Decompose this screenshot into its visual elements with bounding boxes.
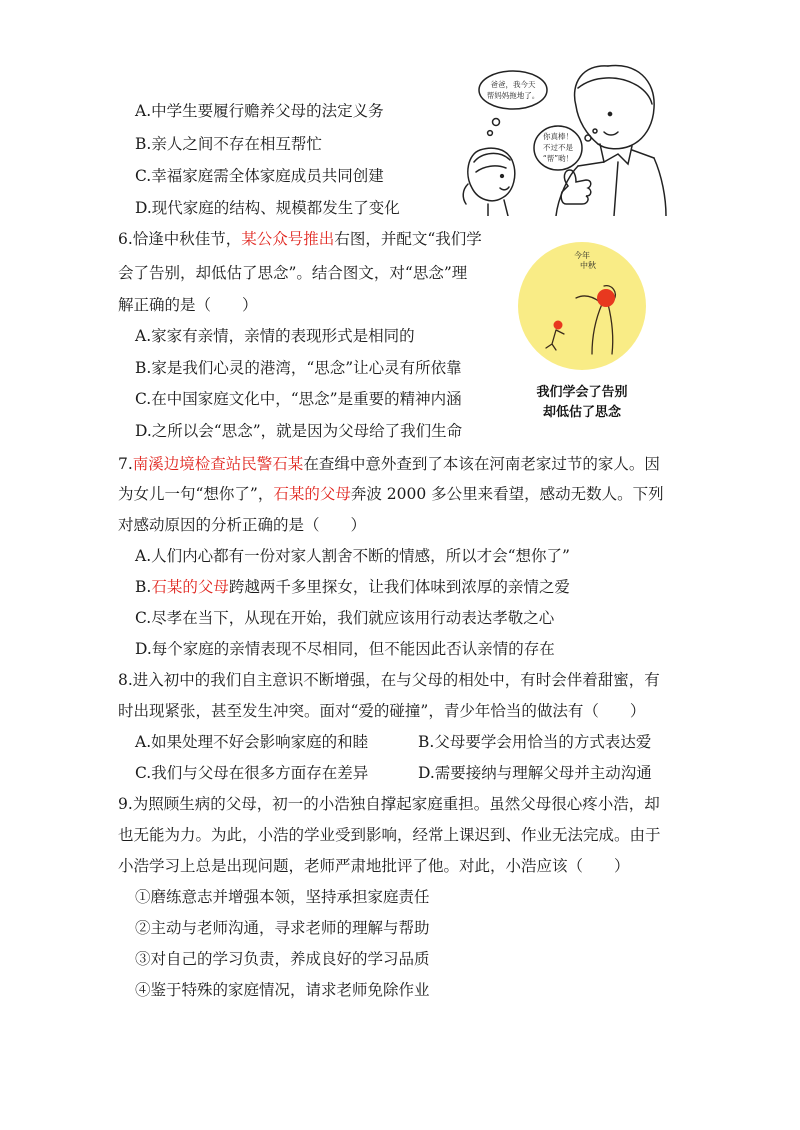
q6-option-a: A.家家有亲情，亲情的表现形式是相同的 <box>135 327 415 345</box>
q6-option-d: D.之所以会“思念”，就是因为父母给了我们生命 <box>135 422 463 440</box>
father-bubble-line-1: 你真棒！ <box>543 132 573 141</box>
q6-stem-line-2: 会了告别，却低估了思念”。结合图文，对“思念”理 <box>118 264 468 282</box>
corner-text-1: 今年 <box>574 251 590 260</box>
q7-stem-line-2: 为女儿一句“想你了”，石某的父母奔波 2000 多公里来看望，感动无数人。下列 <box>118 485 664 503</box>
q9-item-3: ③对自己的学习负责，养成良好的学习品质 <box>135 950 430 968</box>
q7-option-a: A.人们内心都有一份对家人割舍不断的情感，所以才会“想你了” <box>135 547 570 565</box>
child-bubble-line-1: 爸爸，我今天 <box>490 80 536 89</box>
corner-text-2: 中秋 <box>580 261 596 270</box>
q9-stem-line-3: 小浩学习上总是出现问题，老师严肃地批评了他。对此，小浩应该（ ） <box>118 857 630 875</box>
q5-option-c: C.幸福家庭需全体家庭成员共同创建 <box>135 167 384 185</box>
q5-option-b: B.亲人之间不存在相互帮忙 <box>135 135 322 153</box>
q8-option-d: D.需要接纳与理解父母并主动沟通 <box>418 764 652 782</box>
q6-stem-line-1: 6.恰逢中秋佳节，某公众号推出右图，并配文“我们学 <box>118 230 482 248</box>
q9-stem-line-2: 也无能为力。为此，小浩的学业受到影响，经常上课迟到、作业无法完成。由于 <box>118 826 661 844</box>
q5-option-d: D.现代家庭的结构、规模都发生了变化 <box>135 199 400 217</box>
q8-option-b: B.父母要学会用恰当的方式表达爱 <box>418 733 652 751</box>
q8-option-a: A.如果处理不好会影响家庭的和睦 <box>135 733 369 751</box>
caption-line-2: 却低估了思念 <box>542 405 622 420</box>
q8-option-c: C.我们与父母在很多方面存在差异 <box>135 764 369 782</box>
father-bubble-line-3: “帮”哟！ <box>542 154 574 163</box>
q5-option-a: A.中学生要履行赡养父母的法定义务 <box>135 102 384 120</box>
q7-option-d: D.每个家庭的亲情表现不尽相同，但不能因此否认亲情的存在 <box>135 640 555 658</box>
q9-item-1: ①磨练意志并增强本领，坚持承担家庭责任 <box>135 888 430 906</box>
q7-stem-line-3: 对感动原因的分析正确的是（ ） <box>118 516 367 534</box>
q9-item-4: ④鉴于特殊的家庭情况，请求老师免除作业 <box>135 981 430 999</box>
q9-item-2: ②主动与老师沟通，寻求老师的理解与帮助 <box>135 919 430 937</box>
father-child-cartoon <box>458 58 668 216</box>
caption-line-1: 我们学会了告别 <box>536 385 628 400</box>
child-bubble-line-2: 帮妈妈拖地了。 <box>486 91 540 100</box>
q6-stem-line-3: 解正确的是（ ） <box>118 296 258 314</box>
q9-stem-line-1: 9.为照顾生病的父母，初一的小浩独自撑起家庭重担。虽然父母很心疼小浩，却 <box>118 795 660 813</box>
q6-option-b: B.家是我们心灵的港湾，“思念”让心灵有所依靠 <box>135 359 462 377</box>
q6-option-c: C.在中国家庭文化中，“思念”是重要的精神内涵 <box>135 390 462 408</box>
q7-stem-line-1: 7.南溪边境检查站民警石某在查缉中意外查到了本该在河南老家过节的家人。因 <box>118 455 660 473</box>
q8-stem-line-2: 时出现紧张，甚至发生冲突。面对“爱的碰撞”，青少年恰当的做法有（ ） <box>118 702 646 720</box>
q7-option-c: C.尽孝在当下，从现在开始，我们就应该用行动表达孝敬之心 <box>135 609 555 627</box>
q7-option-b: B.石某的父母跨越两千多里探女，让我们体味到浓厚的亲情之爱 <box>135 578 570 596</box>
mid-autumn-moon-image <box>512 236 652 436</box>
father-bubble-line-2: 不过不是 <box>543 143 573 152</box>
q8-stem-line-1: 8.进入初中的我们自主意识不断增强，在与父母的相处中，有时会伴着甜蜜，有 <box>118 671 660 689</box>
